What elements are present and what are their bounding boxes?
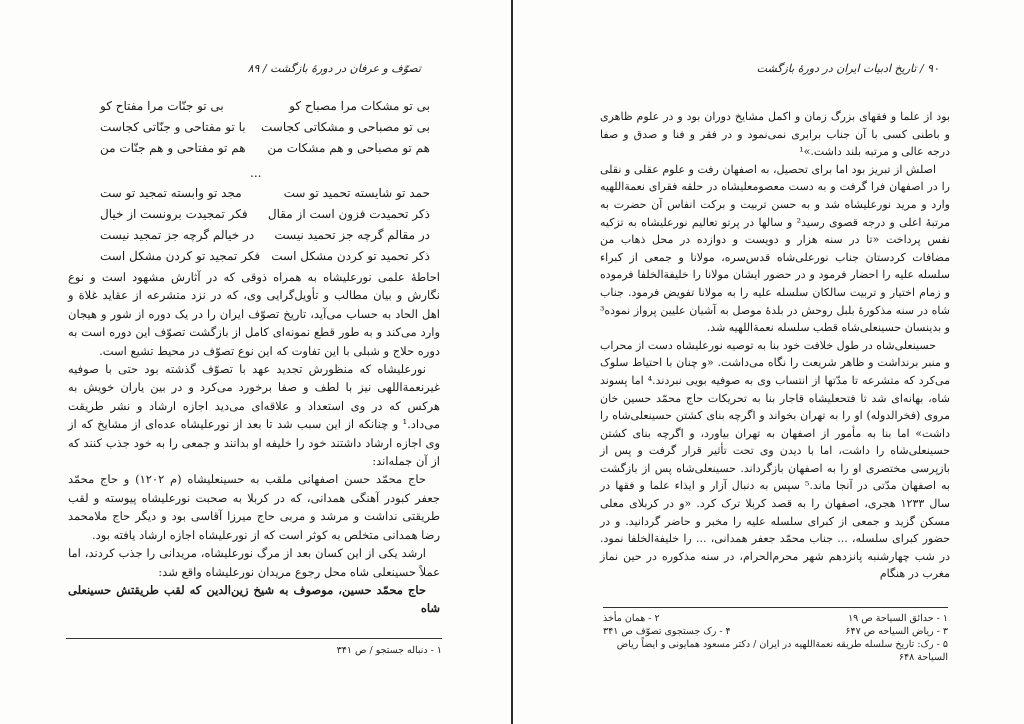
right-page [513, 0, 1024, 724]
poem-hemistich: در خیالم گرچه جز تمجید نیست [100, 228, 255, 242]
footnote: ۱ - دنباله جستجو / ص ۳۴۱ [336, 645, 442, 656]
footnote-row [603, 612, 948, 625]
poem-hemistich: مجد تو وابسته تمجید تو ست [100, 186, 242, 200]
body-paragraph: بود از علما و فقهای بزرگ زمان و اکمل مشایخ دوران بود و در علوم ظاهری و باطنی کسی با آن جناب برابری نمی‌نمود و در فقر و فنا و صدق و صفا درجه عالی و مرتبه بلند داشت.»¹ [600, 110, 950, 159]
poem-row [100, 117, 430, 138]
footnote: ۴ - رک جستجوی تصوّف ص ۳۴۱ [603, 626, 731, 637]
poem-hemistich: در مقالم گرچه جز تحمید نیست [274, 228, 430, 242]
poem-hemistich: هم تو مصباحی و هم مشکات من [267, 141, 430, 155]
footnote: ۱ - حدائق السیاحة ص ۱۹ [848, 613, 948, 624]
left-page [0, 0, 511, 724]
ellipsis-separator: ... [250, 166, 262, 180]
footnote: ۳ - ریاض السیاحه ص ۶۴۷ [845, 626, 948, 637]
poem-hemistich: حمد تو شایسته تحمید تو ست [283, 186, 430, 200]
poem-row [100, 138, 430, 159]
body-paragraph: حاج محمّد حسین، موصوف به شیخ زین‌الدین که لقب طریقتش حسینعلی شاه [68, 582, 440, 616]
right-footnotes [603, 612, 948, 664]
footnote-row [603, 625, 948, 638]
poem-block-1 [100, 96, 430, 159]
poem-hemistich: هم تو مفتاحی و هم جنّات من [100, 141, 246, 155]
body-paragraph: ارشد یکی از این کسان بعد از مرگ نورعلیشاه، مریدانی را جذب کردند، اما عملاً حسینعلی شاه محل رجوع مریدان نورعلیشاه واقع شد: [68, 546, 440, 579]
left-page-header: تصوّف و عرفان در دورهٔ بازگشت / ۸۹ [247, 62, 421, 75]
right-page-body [600, 108, 950, 583]
poem-hemistich: فکر تمجید تو کردن مشکل است [100, 249, 261, 263]
poem-row [100, 225, 430, 246]
body-paragraph: احاطهٔ علمی نورعلیشاه به همراه ذوقی که در آثارش مشهود است و نوع نگارش و بیان مطالب و تأویل‌گرایی وی، که در نزد متشرعه از عقاید غلاة و اهل الحاد به حساب می‌آید، تاریخ تصوّف ایران را در یک دوره از شور و هیجان وارد می‌کند و به طور قطع نمونه‌ای کامل از بازگشت تصوّف این دوره است به دوره حلاج و شبلی با این تفاوت که این نوع تصوّف در محیط تشیع است. [68, 270, 440, 358]
poem-hemistich: بی تو مصباحی و مشکاتی کجاست [261, 120, 430, 134]
poem-hemistich: با تو مفتاحی و جنّاتی کجاست [100, 120, 246, 134]
poem-row [100, 204, 430, 225]
body-paragraph: نورعلیشاه که منظورش تجدید عهد با تصوّف گذشته بود حتی با صوفیه غیرنعمة‌اللهی نیز با لطف و صفا برخورد می‌کرد و در بین یاران خویش به هرکس که در وی استعداد و علاقه‌ای می‌دید اجازه ارشاد و نشر طریقت می‌داد.¹ و چنانکه از این سبب شد تا بعد از نورعلیشاه عده‌ای از مشایخ که از وی اجازه ارشاد داشتند خود را خلیفه او بدانند و جمعی را به خود جذب کنند که از آن جمله‌اند: [68, 362, 440, 469]
poem-hemistich: ذکر تحمیدت فزون است از مقال [267, 207, 430, 221]
poem-block-2 [100, 183, 430, 267]
footnote-divider [66, 638, 442, 639]
poem-hemistich: بی تو مشکات مرا مصباح کو [289, 99, 430, 113]
footnote-divider [603, 607, 948, 608]
poem-row [100, 246, 430, 267]
poem-row [100, 96, 430, 117]
footnote: ۵ - رک: تاریخ سلسله طریقه نعمة‌اللهیه در ایران / دکتر مسعود همایونی و ایضاً ریاض السیاحة ۶۴۸ [616, 639, 948, 663]
body-paragraph: حاج محمّد حسن اصفهانی ملقب به حسینعلیشاه (م ۱۲۰۲) و حاج محمّد جعفر کبودر آهنگی همدانی، که در کربلا به صحبت نورعلیشاه پیوسته و لقب طریقتی نداشت و مرشد و مربی حاج میرزا آقاسی بود و دیگر حاج ملامحمد رضا همدانی متخلص به کوثر است که از نورعلیشاه اجازه ارشاد یافته بود. [68, 472, 440, 542]
footnote: ۲ - همان مأخذ [603, 613, 660, 624]
body-paragraph: اصلش از تبریز بود اما برای تحصیل، به اصفهان رفت و علوم عقلی و نقلی را در اصفهان فرا گرفت و به دست معصومعلیشاه در حلقه فقرای نعمة‌اللهیه وارد و مرید نورعلیشاه شد و به حسن تربیت و برکت انفاس آن حضرت به مرتبهٔ اعلی و درجه قصوی رسید² و سالها در پرتو تعالیم نورعلیشاه به تزکیه نفس پرداخت «تا در سنه هزار و دویست و دوازده در محل ذهاب من مضافات کردستان جناب نورعلی‌شاه قدس‌سره، مولانا و جمعی از کبراء سلسله علیه را احضار فرمود و در حضور ایشان مولانا را خلیفة‌الخلفا فرموده و زمام اختیار و تربیت سالکان سلسله علیه را به مولانا تفویض فرمود. جناب شاه در سنه مذکورهٔ بلبل روحش در بلدهٔ موصل به آشیان علیین پرواز نموده³ و بدینسان حسینعلی‌شاه قطب سلسله نعمة‌اللهیه شد. [600, 162, 950, 335]
poem-hemistich: ذکر تحمید تو کردن مشکل است [271, 249, 430, 263]
left-footnotes [66, 644, 442, 657]
poem-hemistich: بی تو جنّات مرا مفتاح کو [100, 99, 224, 113]
left-page-body [68, 268, 440, 618]
right-page-header: ۹۰ / تاریخ ادبیات ایران در دورهٔ بازگشت [756, 62, 939, 75]
body-paragraph: حسینعلی‌شاه در طول خلافت خود بنا به توصیه نورعلیشاه دست از محراب و منبر برنداشت و ظاهر شریعت را نگاه می‌داشت. «و چنان با احتیاط سلوک می‌کرد که متشرعه تا مدّتها از انتساب وی به صوفیه بویی نبردند.⁴ اما پسوند شاه، بهانه‌ای شد تا فتحعلیشاه قاجار بنا به تحریکات حاج محمّد حسین خان مروی (فخرالدوله) او را به تهران بخواند و اگرچه بنای کشتن حسینعلی‌شاه را داشت» اما بنا به مأمور از اصفهان به تهران بیاورد، و اگرچه بنای کشتن حسینعلی‌شاه را داشت، اما با دیدن وی تحت تأثیر قرار گرفت و پس از بازپرسی مختصری او را به اصفهان بازگرداند. حسینعلی‌شاه پس از بازگشت به اصفهان مدّتی در آنجا ماند.⁵ سپس به دنبال آزار و ایذاء علما و فقها در سال ۱۲۳۳ هجری، اصفهان را به قصد کربلا ترک کرد. «و در کربلای معلی مسکن گزید و جمعی از کبرای سلسله علیه را مخبر و حاضر گردانید. و در حضور کبرای سلسله، ... جناب محمّد جعفر همدانی، ... را خلیفة‌الخلفا نمود. در شب چهارشنبه پانزدهم شهر محرم‌الحرام، در سنه مذکوره در حین نماز مغرب در هنگام [600, 338, 951, 581]
poem-row [100, 183, 430, 204]
poem-hemistich: فکر تمجیدت برونست از خیال [100, 207, 248, 221]
